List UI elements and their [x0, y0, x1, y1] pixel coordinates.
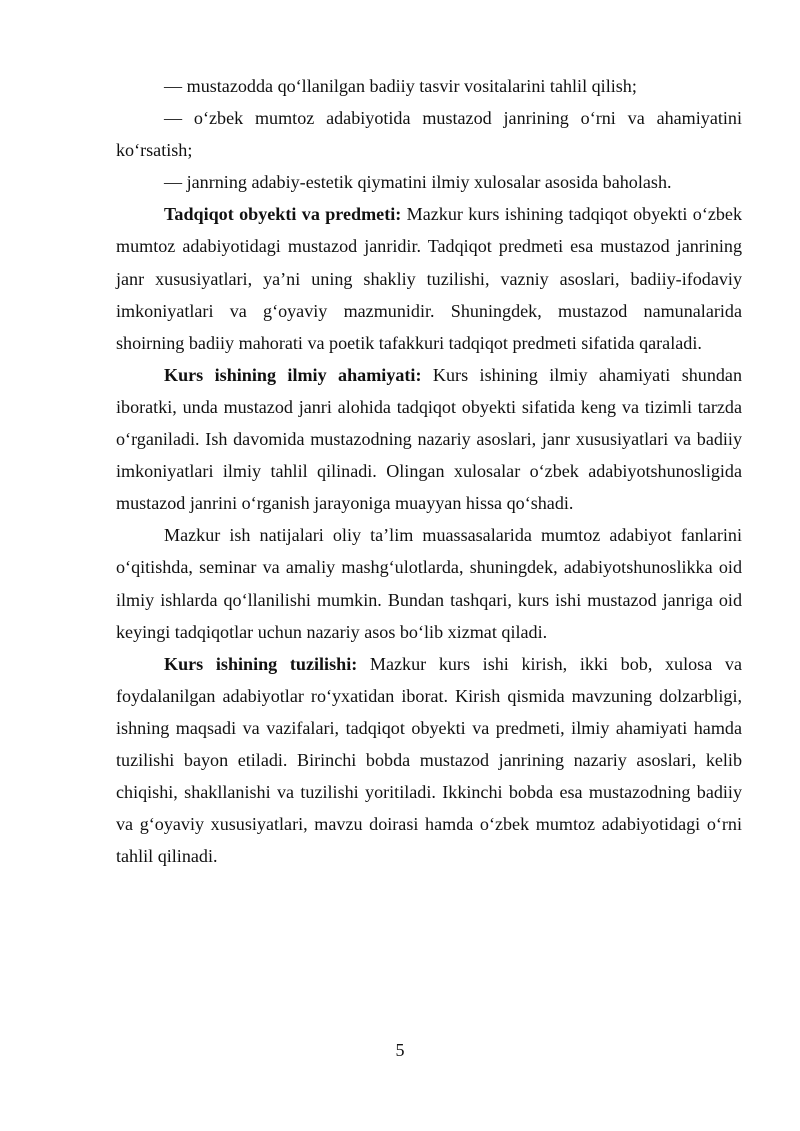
paragraph-heading: Tadqiqot obyekti va predmeti: [164, 204, 402, 225]
paragraph-heading: Kurs ishining tuzilishi: [164, 653, 358, 674]
page-body [116, 70, 742, 872]
paragraph-text: Mazkur kurs ishining tadqiqot obyekti o‘zbek mumtoz adabiyotidagi mustazod janridir. Tadqiqot predmeti esa mustazod janrining janr xususiyatlari, ya’ni uning shakliy tuzilishi, vazniy asoslari, badiiy-ifodaviy imkoniyatlari va g‘oyaviy mazmunidir. Shuningdek, mustazod namunalarida shoirning badiiy mahorati va poetik tafakkuri tadqiqot predmeti sifatida qaraladi. [116, 204, 743, 353]
paragraph-text: Kurs ishining ilmiy ahamiyati shundan iboratki, unda mustazod janri alohida tadqiqot obyekti sifatida keng va tizimli tarzda o‘rganiladi. Ish davomida mustazodning nazariy asoslari, janr xususiyatlari va badiiy imkoniyatlari ilmiy tahlil qilinadi. Olingan xulosalar o‘zbek adabiyotshunosligida mustazod janrini o‘rganish jarayoniga muayyan hissa qo‘shadi. [116, 364, 742, 514]
list-item-analysis [116, 70, 742, 102]
paragraph-heading: Kurs ishining ilmiy ahamiyati: [164, 364, 422, 385]
paragraph-text: — mustazodda qo‘llanilgan badiiy tasvir vositalarini tahlil qilish; [164, 76, 637, 96]
paragraph-structure [116, 648, 742, 873]
paragraph-practical-use [116, 519, 742, 647]
page-number: 5 [395, 1040, 405, 1060]
paragraph-text: — o‘zbek mumtoz adabiyotida mustazod janrining o‘rni va ahamiyatini ko‘rsatish; [116, 108, 742, 161]
paragraph-text: — janrning adabiy-estetik qiymatini ilmiy xulosalar asosida baholash. [164, 172, 672, 193]
paragraph-text: Mazkur kurs ishi kirish, ikki bob, xulosa va foydalanilgan adabiyotlar ro‘yxatidan iborat. Kirish qismida mavzuning dolzarbligi, ishning maqsadi va vazifalari, tadqiqot obyekti va predmeti, ilmiy ahamiyati hamda tuzilishi bayon etiladi. Birinchi bobda mustazod janrining nazariy asoslari, kelib chiqishi, shakllanishi va tuzilishi yoritiladi. Ikkinchi bobda esa mustazodning badiiy va g‘oyaviy xususiyatlari, mavzu doirasi hamda o‘zbek mumtoz adabiyotidagi o‘rni tahlil qilinadi. [116, 653, 742, 867]
list-item-role [116, 102, 742, 166]
list-item-evaluation [116, 166, 742, 198]
paragraph-object-subject [116, 198, 742, 358]
paragraph-scientific-significance [116, 359, 742, 519]
paragraph-text: Mazkur ish natijalari oliy ta’lim muassasalarida mumtoz adabiyot fanlarini o‘qitishda, seminar va amaliy mashg‘ulotlarda, shuningdek, adabiyotshunoslikka oid ilmiy ishlarda qo‘llanilishi mumkin. Bundan tashqari, kurs ishi mustazod janriga oid keyingi tadqiqotlar uchun nazariy asos bo‘lib xizmat qiladi. [116, 525, 742, 642]
